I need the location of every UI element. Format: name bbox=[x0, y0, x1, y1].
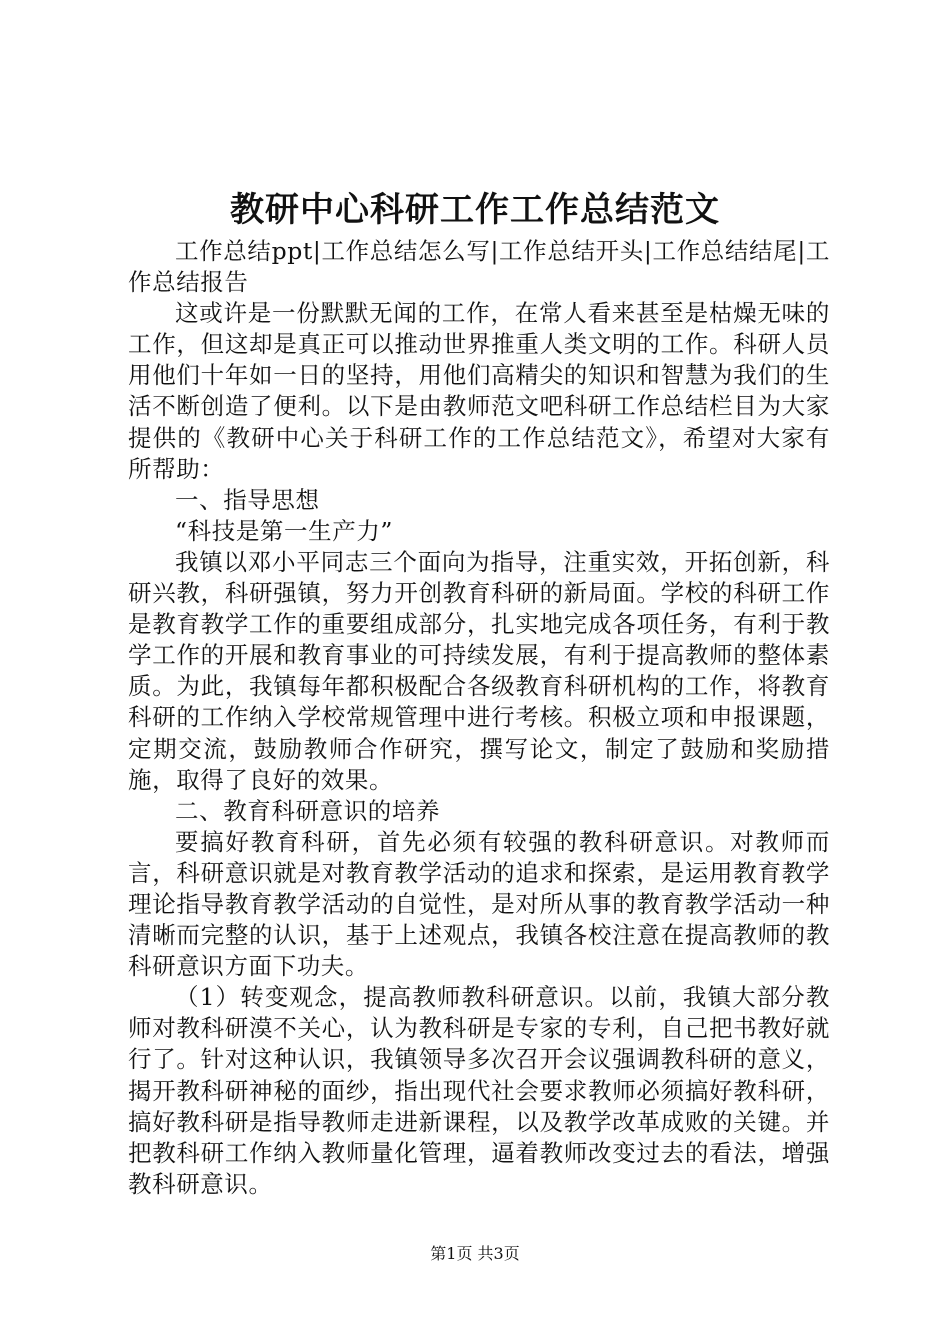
section-heading-1: 一、指导思想 bbox=[175, 485, 320, 514]
paragraph-intro: 这或许是一份默默无闻的工作，在常人看来甚至是枯燥无味的工作，但这却是真正可以推动世界推重人类文明的工作。科研人员用他们十年如一日的坚持，用他们高精尖的知识和智慧为我们的生活不断创造了便利。以下是由教师范文吧科研工作总结栏目为大家提供的《教研中心关于科研工作的工作总结范文》，希望对大家有所帮助： bbox=[128, 299, 830, 483]
paragraph-item-1: （1）转变观念，提高教师教科研意识。以前，我镇大部分教师对教科研漠不关心，认为教科研是专家的专利，自己把书教好就行了。针对这种认识，我镇领导多次召开会议强调教科研的意义，揭开教科研神秘的面纱，指出现代社会要求教师必须搞好教科研，搞好教科研是指导教师走进新课程，以及教学改革成败的关键。并把教科研工作纳入教师量化管理，逼着教师改变过去的看法，增强教科研意识。 bbox=[128, 983, 830, 1198]
page-footer: 第1页 共3页 bbox=[430, 1244, 520, 1263]
document-title: 教研中心科研工作工作总结范文 bbox=[230, 190, 720, 230]
paragraph-tags: 工作总结ppt|工作总结怎么写|工作总结开头|工作总结结尾|工作总结报告 bbox=[128, 237, 830, 297]
paragraph-quote: “科技是第一生产力” bbox=[175, 516, 394, 545]
paragraph-guiding-thought: 我镇以邓小平同志三个面向为指导，注重实效，开拓创新，科研兴教，科研强镇，努力开创教育科研的新局面。学校的科研工作是教育教学工作的重要组成部分，扎实地完成各项任务，有利于教学工作的开展和教育事业的可持续发展，有利于提高教师的整体素质。为此，我镇每年都积极配合各级教育科研机构的工作，将教育科研的工作纳入学校常规管理中进行考核。积极立项和申报课题，定期交流，鼓励教师合作研究，撰写论文，制定了鼓励和奖励措施，取得了良好的效果。 bbox=[128, 547, 830, 794]
document-body bbox=[128, 236, 830, 1200]
paragraph-research-awareness: 要搞好教育科研，首先必须有较强的教科研意识。对教师而言，科研意识就是对教育教学活动的追求和探索，是运用教育教学理论指导教育教学活动的自觉性，是对所从事的教育教学活动一种清晰而完整的认识，基于上述观点，我镇各校注意在提高教师的教科研意识方面下功夫。 bbox=[128, 827, 830, 981]
section-heading-2: 二、教育科研意识的培养 bbox=[175, 796, 441, 825]
